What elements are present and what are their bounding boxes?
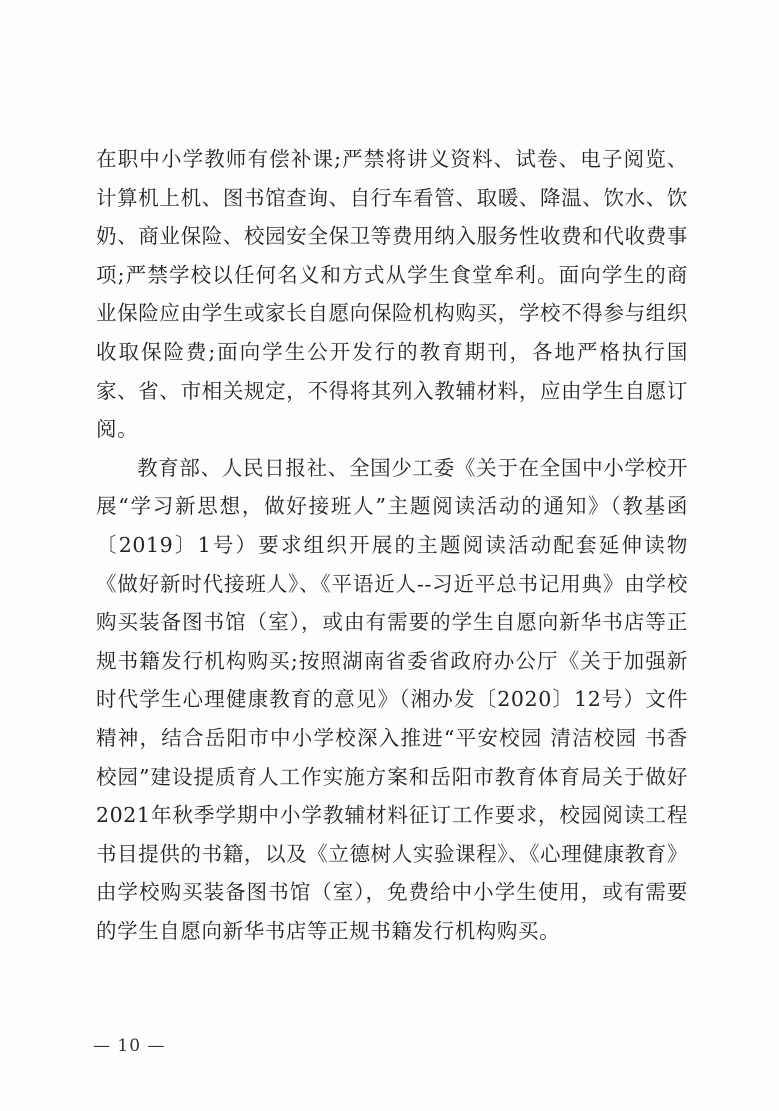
body-text: [96, 140, 688, 950]
paragraph-reading-materials: 教育部、人民日报社、全国少工委《关于在全国中小学校开展“学习新思想，做好接班人”主题阅读活动的通知》（教基函〔2019〕1号）要求组织开展的主题阅读活动配套延伸读物《做好新时代接班人》、《平语近人--习近平总书记用典》由学校购买装备图书馆（室），或由有需要的学生自愿向新华书店等正规书籍发行机构购买;按照湖南省委省政府办公厅《关于加强新时代学生心理健康教育的意见》（湘办发〔2020〕12号）文件精神，结合岳阳市中小学校深入推进“平安校园 清洁校园 书香校园”建设提质育人工作实施方案和岳阳市教育体育局关于做好2021年秋季学期中小学教辅材料征订工作要求，校园阅读工程书目提供的书籍，以及《立德树人实验课程》、《心理健康教育》由学校购买装备图书馆（室），免费给中小学生使用，或有需要的学生自愿向新华书店等正规书籍发行机构购买。: [96, 455, 688, 943]
paragraph-continuation: 在职中小学教师有偿补课;严禁将讲义资料、试卷、电子阅览、计算机上机、图书馆查询、自行车看管、取暖、降温、饮水、饮奶、商业保险、校园安全保卫等费用纳入服务性收费和代收费事项;严禁学校以任何名义和方式从学生食堂牟利。面向学生的商业保险应由学生或家长自愿向保险机构购买，学校不得参与组织收取保险费;面向学生公开发行的教育期刊，各地严格执行国家、省、市相关规定，不得将其列入教辅材料，应由学生自愿订阅。: [96, 147, 688, 442]
page-number: — 10 —: [93, 1036, 166, 1056]
